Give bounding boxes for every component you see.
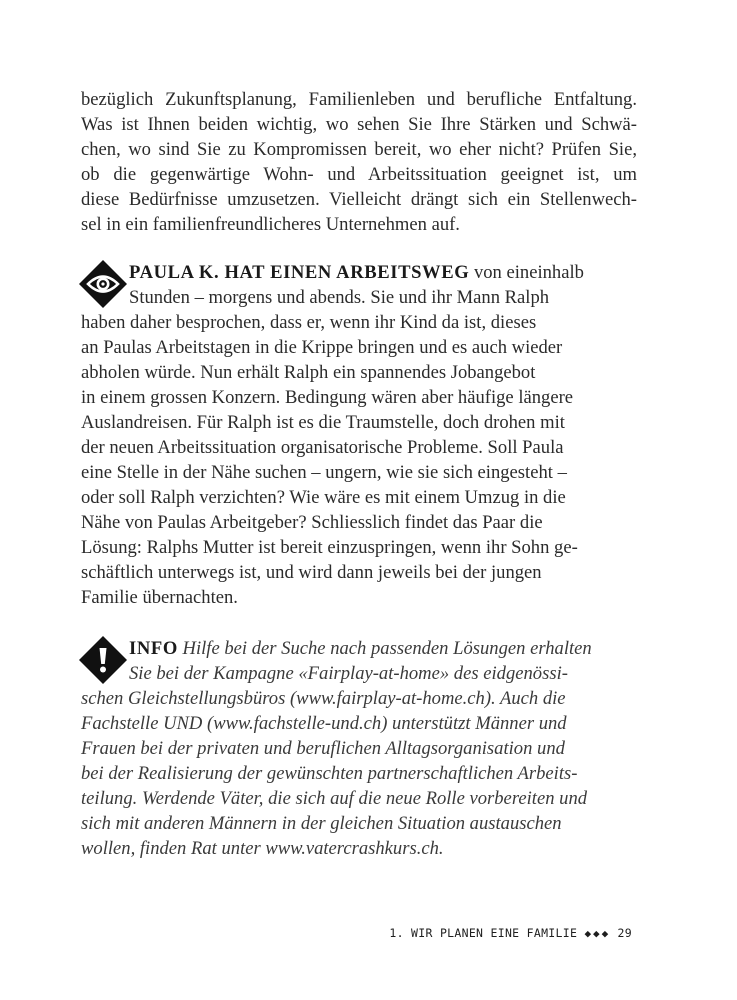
text-line: an Paulas Arbeitstagen in die Krippe bringen und es auch wieder bbox=[81, 337, 563, 358]
text-line: wollen, finden Rat unter www.vatercrashkurs.ch. bbox=[81, 838, 444, 859]
page-footer bbox=[389, 926, 632, 940]
example-first-line bbox=[129, 260, 637, 285]
page-number: 29 bbox=[617, 926, 632, 940]
text-line: eine Stelle in der Nähe suchen – ungern, wie sie sich eingesteht – bbox=[81, 462, 567, 483]
text-line: ob die gegenwärtige Wohn- und Arbeitssituation geeignet ist, um bbox=[81, 164, 637, 185]
text-line: schäftlich unterwegs ist, und wird dann jeweils bei der jungen bbox=[81, 562, 542, 583]
text-line: der neuen Arbeitssituation organisatorische Probleme. Soll Paula bbox=[81, 437, 564, 458]
text-line: sel in ein familienfreundlicheres Unternehmen auf. bbox=[81, 214, 460, 235]
eye-icon bbox=[78, 259, 128, 309]
info-heading: INFO bbox=[129, 638, 178, 659]
example-heading: PAULA K. HAT EINEN ARBEITSWEG bbox=[129, 262, 470, 283]
text-line: diese Bedürfnisse umzusetzen. Vielleicht drängt sich ein Stellenwech- bbox=[81, 189, 637, 210]
text-line: teilung. Werdende Väter, die sich auf die neue Rolle vorbereiten und bbox=[81, 788, 588, 809]
text-line: bezüglich Zukunftsplanung, Familienleben und berufliche Entfaltung. bbox=[81, 89, 637, 110]
text-line: Familie übernachten. bbox=[81, 587, 238, 608]
text-line: abholen würde. Nun erhält Ralph ein spannendes Jobangebot bbox=[81, 362, 536, 383]
text-line: Auslandreisen. Für Ralph ist es die Traumstelle, doch drohen mit bbox=[81, 412, 565, 433]
text-line: oder soll Ralph verzichten? Wie wäre es mit einem Umzug in die bbox=[81, 487, 566, 508]
text-line: in einem grossen Konzern. Bedingung wären aber häufige längere bbox=[81, 387, 574, 408]
text-line: schen Gleichstellungsbüros (www.fairplay-at-home.ch). Auch die bbox=[81, 688, 566, 709]
text-line: haben daher besprochen, dass er, wenn ihr Kind da ist, dieses bbox=[81, 312, 537, 333]
text-line: Sie bei der Kampagne «Fairplay-at-home» des eidgenössi- bbox=[129, 663, 568, 684]
text-line: chen, wo sind Sie zu Kompromissen bereit, wo eher nicht? Prüfen Sie, bbox=[81, 139, 637, 160]
text-line: Stunden – morgens und abends. Sie und ihr Mann Ralph bbox=[129, 287, 550, 308]
exclamation-icon bbox=[78, 635, 128, 685]
text-line: sich mit anderen Männern in der gleichen Situation austauschen bbox=[81, 813, 562, 834]
diamond-ornament-icon: ◆◆◆ bbox=[584, 927, 611, 940]
example-first-line-text: von eineinhalb bbox=[469, 262, 584, 283]
chapter-title: 1. WIR PLANEN EINE FAMILIE bbox=[389, 926, 578, 940]
text-line: Was ist Ihnen beiden wichtig, wo sehen Sie Ihre Stärken und Schwä- bbox=[81, 114, 637, 135]
text-line: Fachstelle UND (www.fachstelle-und.ch) unterstützt Männer und bbox=[81, 713, 567, 734]
info-first-line-text: Hilfe bei der Suche nach passenden Lösungen erhalten bbox=[177, 638, 592, 659]
text-line: Lösung: Ralphs Mutter ist bereit einzuspringen, wenn ihr Sohn ge- bbox=[81, 537, 578, 558]
text-line: Frauen bei der privaten und beruflichen Alltagsorganisation und bbox=[81, 738, 565, 759]
text-line: Nähe von Paulas Arbeitgeber? Schliesslich findet das Paar die bbox=[81, 512, 543, 533]
text-line: bei der Realisierung der gewünschten partnerschaftlichen Arbeits- bbox=[81, 763, 578, 784]
info-first-line bbox=[129, 636, 637, 661]
